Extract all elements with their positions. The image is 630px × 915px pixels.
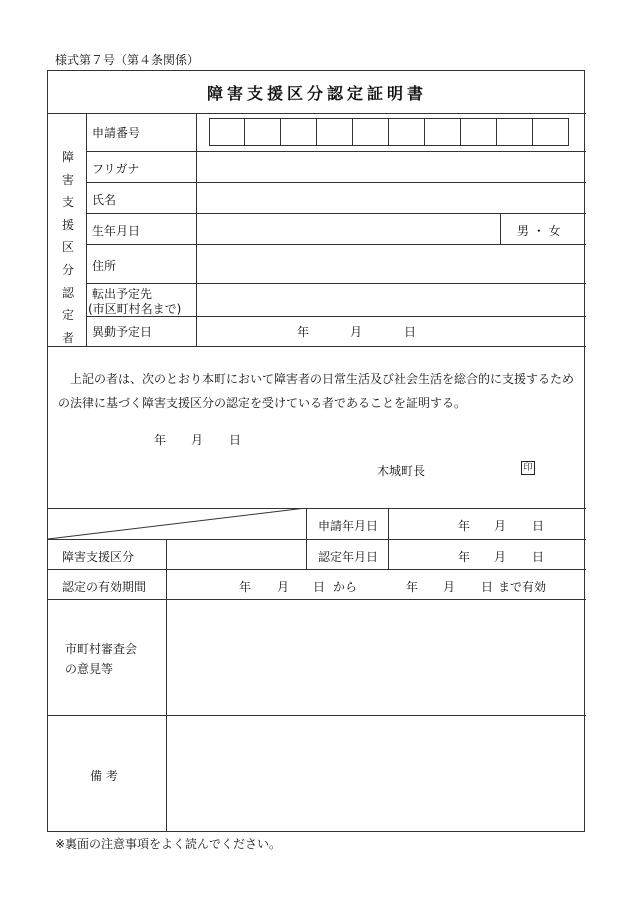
validity-from: から xyxy=(333,580,358,594)
application-number-box[interactable] xyxy=(461,118,497,146)
move-out-label: 転出予定先 xyxy=(92,287,153,301)
footer-note: ※裏面の注意事項をよく読んでください。 xyxy=(55,837,282,851)
category-label: 障害支援区分 xyxy=(62,550,135,564)
application-number-label: 申請番号 xyxy=(92,126,141,140)
committee-sublabel: の意見等 xyxy=(65,662,114,676)
issue-month: 月 xyxy=(191,433,204,447)
application-number-box[interactable] xyxy=(353,118,389,146)
issue-year: 年 xyxy=(154,433,167,447)
furigana-label: フリガナ xyxy=(92,162,140,176)
app-date-day: 日 xyxy=(532,519,545,533)
application-number-box[interactable] xyxy=(281,118,317,146)
application-date-label: 申請年月日 xyxy=(318,519,379,533)
name-label: 氏名 xyxy=(92,193,117,207)
validity-from-year: 年 xyxy=(239,580,252,594)
application-number-box[interactable] xyxy=(245,118,281,146)
application-number-box[interactable] xyxy=(497,118,533,146)
issue-day: 日 xyxy=(229,433,242,447)
seal-mark: 印 xyxy=(521,461,535,475)
address-label: 住所 xyxy=(92,259,117,273)
validity-from-day: 日 xyxy=(313,580,326,594)
validity-until: まで有効 xyxy=(498,580,547,594)
move-date-day: 日 xyxy=(404,325,417,339)
certificate-title: 障害支援区分認定証明書 xyxy=(206,84,427,103)
gender-options: 男 ・ 女 xyxy=(517,224,561,238)
cert-date-year: 年 xyxy=(458,550,471,564)
application-number-box[interactable] xyxy=(425,118,461,146)
application-number-box[interactable] xyxy=(533,118,569,146)
move-out-sublabel: (市区町村名まで) xyxy=(88,302,182,316)
move-date-label: 異動予定日 xyxy=(92,325,153,339)
issuer: 木城町長 xyxy=(377,464,426,478)
form-number: 様式第７号（第４条関係） xyxy=(55,53,200,67)
section-label-vertical: 障害支援区分認定者 xyxy=(61,150,74,345)
certification-date-label: 認定年月日 xyxy=(318,550,379,564)
app-date-month: 月 xyxy=(494,519,507,533)
committee-label: 市町村審査会 xyxy=(65,642,138,656)
app-date-year: 年 xyxy=(458,519,471,533)
validity-label: 認定の有効期間 xyxy=(62,580,147,594)
validity-to-day: 日 xyxy=(481,580,494,594)
birthdate-label: 生年月日 xyxy=(92,224,141,238)
certification-statement: 上記の者は、次のとおり本町において障害者の日常生活及び社会生活を総合的に支援するための法律に基づく障害支援区分の認定を受けている者であることを証明する。 xyxy=(58,372,575,410)
certificate-form xyxy=(47,70,585,832)
application-number-box[interactable] xyxy=(317,118,353,146)
application-number-box[interactable] xyxy=(389,118,425,146)
move-date-month: 月 xyxy=(350,325,363,339)
diagonal-slash xyxy=(48,508,307,540)
validity-to-year: 年 xyxy=(406,580,419,594)
validity-from-month: 月 xyxy=(277,580,290,594)
cert-date-day: 日 xyxy=(532,550,545,564)
cert-date-month: 月 xyxy=(494,550,507,564)
validity-to-month: 月 xyxy=(443,580,456,594)
remarks-label: 備 考 xyxy=(90,769,118,783)
move-date-year: 年 xyxy=(297,325,310,339)
application-number-box[interactable] xyxy=(209,118,245,146)
